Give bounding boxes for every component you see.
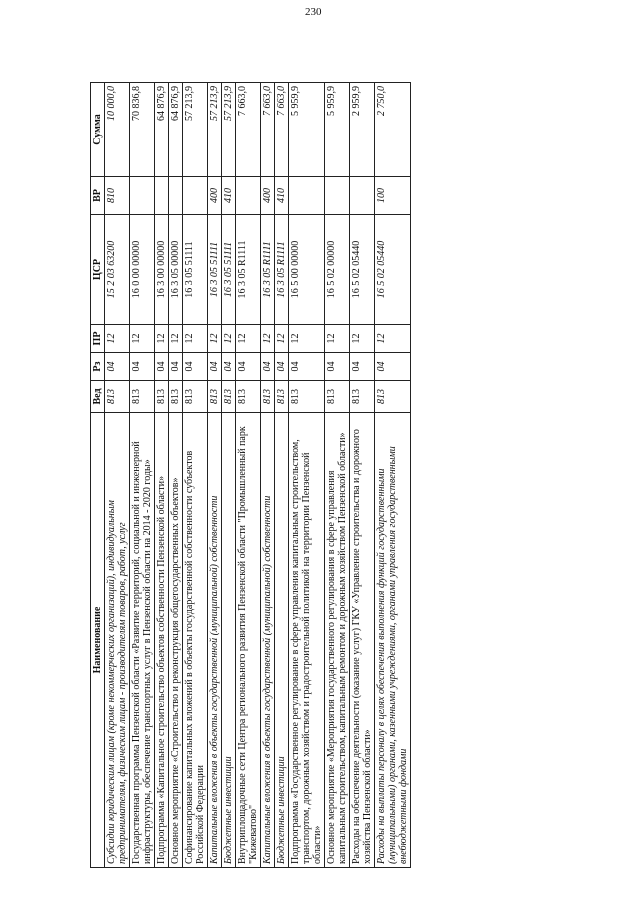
table-row [105,83,130,868]
cell-vr [236,177,261,215]
cell-sum: 57 213,9 [183,83,208,177]
table-row [289,83,325,868]
cell-sum: 70 836,8 [130,83,155,177]
cell-pr: 12 [169,325,183,353]
cell-vr: 400 [208,177,222,215]
cell-name: Софинансирование капитальных вложений в объекты государственной собственности субъектов Российской Федерации [183,413,208,868]
cell-csr: 16 5 02 05440 [375,215,411,325]
cell-name: Капитальные вложения в объекты государственной (муниципальной) собственности [208,413,222,868]
cell-sum: 2 750,0 [375,83,411,177]
cell-pr: 12 [222,325,236,353]
col-header-ved: Вед [91,381,105,413]
cell-rz: 04 [222,353,236,381]
table-row [275,83,289,868]
table-row [261,83,275,868]
cell-ved: 813 [155,381,169,413]
cell-ved: 813 [236,381,261,413]
cell-csr: 16 5 02 00000 [325,215,350,325]
cell-pr: 12 [105,325,130,353]
cell-ved: 813 [350,381,375,413]
cell-rz: 04 [183,353,208,381]
cell-sum: 7 663,0 [236,83,261,177]
cell-name: Бюджетные инвестиции [275,413,289,868]
cell-csr: 16 3 05 R1111 [261,215,275,325]
cell-csr: 15 2 03 63200 [105,215,130,325]
cell-vr [289,177,325,215]
cell-csr: 16 3 05 51111 [208,215,222,325]
cell-csr: 16 3 05 R1111 [236,215,261,325]
cell-ved: 813 [289,381,325,413]
cell-sum: 57 213,9 [222,83,236,177]
cell-rz: 04 [169,353,183,381]
cell-csr: 16 3 00 00000 [155,215,169,325]
table-row [208,83,222,868]
cell-csr: 16 3 05 00000 [169,215,183,325]
col-header-pr: ПР [91,325,105,353]
table-row [375,83,411,868]
cell-rz: 04 [350,353,375,381]
table-row [325,83,350,868]
page-number: 230 [305,6,322,18]
cell-ved: 813 [275,381,289,413]
cell-ved: 813 [261,381,275,413]
cell-rz: 04 [208,353,222,381]
cell-vr [130,177,155,215]
cell-ved: 813 [183,381,208,413]
cell-ved: 813 [105,381,130,413]
cell-name: Капитальные вложения в объекты государственной (муниципальной) собственности [261,413,275,868]
cell-ved: 813 [130,381,155,413]
table-row [350,83,375,868]
cell-pr: 12 [261,325,275,353]
col-header-vr: ВР [91,177,105,215]
budget-table [90,82,411,868]
col-header-csr: ЦСР [91,215,105,325]
cell-rz: 04 [325,353,350,381]
cell-sum: 7 663,0 [275,83,289,177]
cell-vr: 410 [275,177,289,215]
cell-sum: 64 876,9 [169,83,183,177]
cell-ved: 813 [325,381,350,413]
cell-csr: 16 3 05 R1111 [275,215,289,325]
cell-csr: 16 0 00 00000 [130,215,155,325]
cell-name: Бюджетные инвестиции [222,413,236,868]
table-row [183,83,208,868]
cell-name: Основное мероприятие «Мероприятия государственного регулирования в сфере управления капитальным строительством, капитальным ремонтом и дорожным хозяйством Пензенской области» [325,413,350,868]
cell-rz: 04 [375,353,411,381]
cell-vr [325,177,350,215]
cell-csr: 16 3 05 51111 [222,215,236,325]
cell-rz: 04 [261,353,275,381]
cell-name: Расходы на выплаты персоналу в целях обеспечения выполнения функций государственными (муниципальными) органами, казенными учреждениями, органами управления государственными внебюджетными фондами [375,413,411,868]
col-header-name: Наименование [91,413,105,868]
cell-sum: 64 876,9 [155,83,169,177]
cell-rz: 04 [236,353,261,381]
cell-pr: 12 [236,325,261,353]
cell-vr [350,177,375,215]
cell-pr: 12 [350,325,375,353]
cell-name: Субсидии юридическим лицам (кроме некоммерческих организаций), индивидуальным предпринимателям, физическим лицам - производителям товаров, работ, услуг [105,413,130,868]
table-row [236,83,261,868]
budget-table-container [90,83,580,868]
cell-pr: 12 [155,325,169,353]
cell-sum: 7 663,0 [261,83,275,177]
cell-csr: 16 3 05 51111 [183,215,208,325]
table-row [155,83,169,868]
cell-ved: 813 [169,381,183,413]
col-header-rz: Рз [91,353,105,381]
cell-name: Подпрограмма «Капитальное строительство объектов собственности Пензенской области» [155,413,169,868]
cell-vr: 100 [375,177,411,215]
cell-vr [155,177,169,215]
cell-rz: 04 [130,353,155,381]
cell-pr: 12 [275,325,289,353]
cell-name: Подпрограмма «Государственное регулирование в сфере управления капитальным строительством, транспортом, дорожным хозяйством и градостроительной политикой на территории Пензенской области» [289,413,325,868]
cell-pr: 12 [325,325,350,353]
cell-csr: 16 5 00 00000 [289,215,325,325]
cell-vr [183,177,208,215]
cell-pr: 12 [208,325,222,353]
table-row [222,83,236,868]
cell-name: Внутриплощадочные сети Центра регионального развития Пензенской области "Промышленный парк "Кижеватово" [236,413,261,868]
cell-name: Государственная программа Пензенской области «Развитие территорий, социальной и инженерной инфраструктуры, обеспечение транспортных услуг в Пензенской области на 2014 - 2020 годы» [130,413,155,868]
cell-rz: 04 [155,353,169,381]
col-header-sum: Сумма [91,83,105,177]
cell-sum: 2 959,9 [350,83,375,177]
cell-csr: 16 5 02 05440 [350,215,375,325]
cell-vr: 810 [105,177,130,215]
table-body [105,83,411,868]
cell-rz: 04 [289,353,325,381]
cell-sum: 57 213,9 [208,83,222,177]
header-row [91,83,105,868]
cell-vr [169,177,183,215]
cell-ved: 813 [222,381,236,413]
cell-rz: 04 [105,353,130,381]
cell-name: Расходы на обеспечение деятельности (оказание услуг) ГКУ «Управление строительства и дорожного хозяйства Пензенской области» [350,413,375,868]
cell-ved: 813 [208,381,222,413]
table-row [130,83,155,868]
cell-sum: 5 959,9 [289,83,325,177]
cell-sum: 10 000,0 [105,83,130,177]
cell-pr: 12 [130,325,155,353]
cell-vr: 410 [222,177,236,215]
table-row [169,83,183,868]
cell-ved: 813 [375,381,411,413]
cell-pr: 12 [183,325,208,353]
cell-rz: 04 [275,353,289,381]
cell-sum: 5 959,9 [325,83,350,177]
cell-pr: 12 [375,325,411,353]
cell-name: Основное мероприятие «Строительство и реконструкция общегосударственных объектов» [169,413,183,868]
cell-vr: 400 [261,177,275,215]
cell-pr: 12 [289,325,325,353]
